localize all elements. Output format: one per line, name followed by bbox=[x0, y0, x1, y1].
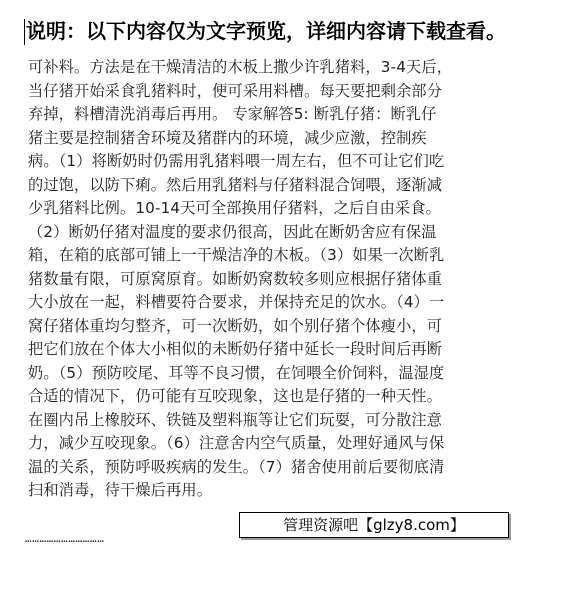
document-body bbox=[28, 56, 556, 503]
text-line-5: 病。（1）将断奶时仍需用乳猪料喂一周左右，但不可让它们吃 bbox=[28, 152, 445, 170]
ellipsis-dots: …………………………… bbox=[25, 532, 105, 545]
text-cursor bbox=[24, 19, 25, 45]
text-line-19: 扫和消毒，待干燥后再用。 bbox=[28, 481, 213, 499]
text-line-11: 大小放在一起，料槽要符合要求，并保持充足的饮水。（4）一 bbox=[28, 293, 445, 311]
text-line-6: 的过饱，以防下痢。然后用乳猪料与仔猪料混合饲喂，逐渐减 bbox=[28, 175, 443, 194]
text-line-12: 窝仔猪体重均匀整齐，可一次断奶，如个别仔猪个体瘦小，可 bbox=[28, 316, 443, 335]
text-line-16: 在圈内吊上橡胶环、铁链及塑料瓶等让它们玩耍，可分散注意 bbox=[28, 410, 443, 429]
text-line-15: 合适的情况下，仍可能有互咬现象，这也是仔猪的一种天性。 bbox=[28, 387, 443, 405]
text-line-3: 弃掉，料槽清洗消毒后再用。 专家解答5: 断乳仔猪：断乳仔 bbox=[28, 105, 437, 123]
text-line-13: 把它们放在个体大小相似的未断奶仔猪中延长一段时间后再断 bbox=[28, 340, 443, 358]
site-watermark-box: 管理资源吧【glzy8.com】 bbox=[239, 512, 509, 538]
text-line-14: 奶。（5）预防咬尾、耳等不良习惯，在饲喂全价饲料，温湿度 bbox=[28, 363, 445, 382]
text-line-10: 猪数量有限，可原窝原育。如断奶窝数较多则应根据仔猪体重 bbox=[28, 269, 443, 288]
text-line-9: 箱，在箱的底部可铺上一干燥洁净的木板。（3）如果一次断乳 bbox=[28, 246, 445, 264]
text-line-4: 猪主要是控制猪舍环境及猪群内的环境，减少应激，控制疾 bbox=[28, 128, 427, 147]
text-line-8: （2）断奶仔猪对温度的要求仍很高，因此在断奶舍应有保温 bbox=[28, 222, 437, 241]
text-line-17: 力，减少互咬现象。（6）注意舍内空气质量，处理好通风与保 bbox=[28, 434, 445, 452]
text-line-7: 少乳猪料比例。10-14天可全部换用仔猪料，之后自由采食。 bbox=[28, 199, 441, 217]
text-line-1: 可补料。方法是在干燥清洁的木板上撒少许乳猪料，3-4天后， bbox=[28, 58, 453, 76]
preview-notice: 说明：以下内容仅为文字预览，详细内容请下载查看。 bbox=[26, 19, 506, 43]
text-line-2: 当仔猪开始采食乳猪料时，便可采用料槽。每天要把剩余部分 bbox=[28, 81, 443, 100]
text-line-18: 温的关系，预防呼吸疾病的发生。（7）猪舍使用前后要彻底清 bbox=[28, 457, 445, 476]
